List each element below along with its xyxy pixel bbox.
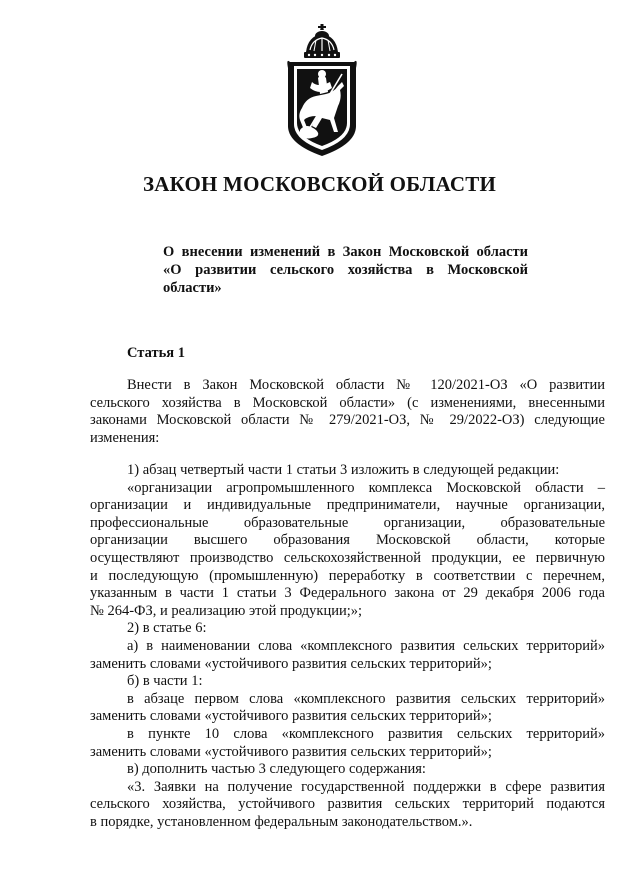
text-line: заменить словами «устойчивого развития сельских территорий»;: [90, 743, 492, 760]
text-line: № 264-ФЗ, и реализацию этой продукции;»;: [90, 602, 363, 619]
text-line: в) дополнить частью 3 следующего содержания:: [127, 761, 426, 778]
text-line: «организации агропромышленного комплекса Московской области –: [127, 479, 605, 496]
text-line: а) в наименовании слова «комплексного развития сельских территорий»: [127, 637, 605, 654]
text-line: профессиональные образовательные организации, образовательные: [90, 514, 605, 531]
text-line: 1) абзац четвертый части 1 статьи 3 изложить в следующей редакции:: [127, 462, 560, 478]
subject-line: области»: [163, 280, 222, 296]
text-line: в порядке, установленном федеральным законодательством.».: [90, 813, 473, 830]
text-line: заменить словами «устойчивого развития сельских территорий»;: [90, 708, 492, 725]
document-title: ЗАКОН МОСКОВСКОЙ ОБЛАСТИ: [142, 172, 497, 196]
text-line: Внести в Закон Московской области № 120/2021-ОЗ «О развитии: [127, 377, 605, 393]
text-line: указанным в части 1 статьи 3 Федерального закона от 29 декабря 2006 года: [90, 585, 605, 602]
article-heading: Статья 1: [127, 345, 185, 361]
subject-line: О внесении изменений в Закон Московской области: [163, 244, 528, 260]
text-line: организации высшего образования Московской области, которые: [90, 532, 605, 549]
text-line: «3. Заявки на получение государственной поддержки в сфере развития: [127, 778, 605, 795]
text-line: 2) в статье 6:: [127, 620, 207, 637]
text-line: в абзаце первом слова «комплексного развития сельских территорий»: [127, 690, 605, 707]
text-line: сельского хозяйства, устойчивого развития сельских территорий подаются: [90, 796, 605, 813]
text-line: организации и индивидуальные предприниматели, научные организации,: [90, 497, 605, 514]
article-amendments: [90, 462, 605, 831]
article-intro: [90, 377, 605, 447]
text-line: в пункте 10 слова «комплексного развития сельских территорий»: [127, 725, 605, 742]
text-line: б) в части 1:: [127, 673, 203, 690]
coat-of-arms-icon: [282, 22, 362, 162]
text-line: и последующую (промышленную) переработку в соответствии с перечнем,: [90, 567, 605, 584]
text-line: законами Московской области № 279/2021-ОЗ, № 29/2022-ОЗ) следующие: [90, 412, 605, 429]
law-subject: [163, 243, 528, 297]
text-line: сельского хозяйства в Московской области» (с изменениями, внесенными: [90, 394, 605, 411]
text-line: изменения:: [90, 429, 160, 446]
text-line: заменить словами «устойчивого развития сельских территорий»;: [90, 655, 492, 672]
text-line: осуществляют производство сельскохозяйственной продукции, ее первичную: [90, 549, 605, 566]
subject-line: «О развитии сельского хозяйства в Московской: [163, 262, 528, 278]
